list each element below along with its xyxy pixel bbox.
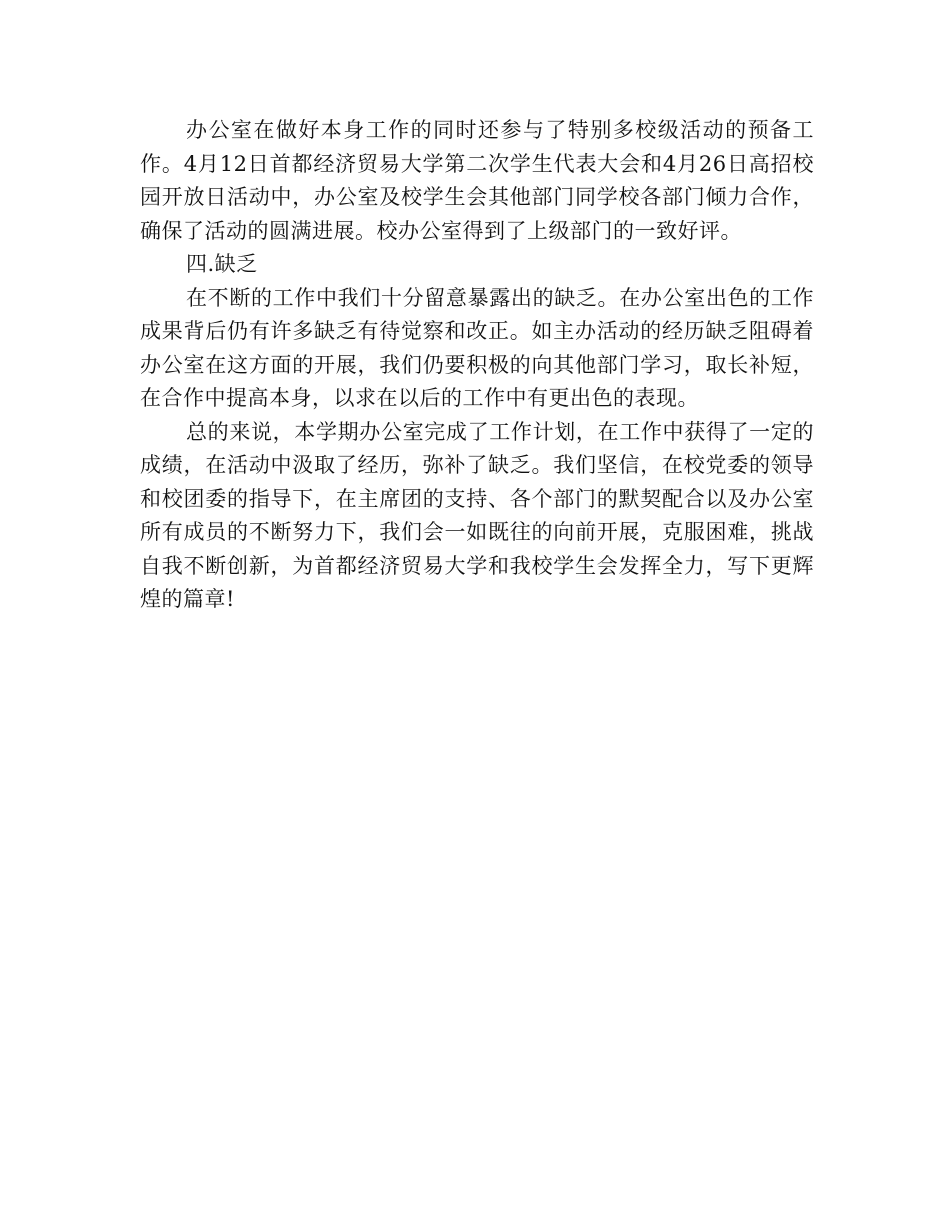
paragraph-conclusion: 总的来说，本学期办公室完成了工作计划，在工作中获得了一定的成绩，在活动中汲取了经历，弥补了缺乏。我们坚信，在校党委的领导和校团委的指导下，在主席团的支持、各个部门的默契配合以及办公室所有成员的不断努力下，我们会一如既往的向前开展，克服困难，挑战自我不断创新，为首都经济贸易大学和我校学生会发挥全力，写下更辉煌的篇章! (140, 419, 814, 611)
paragraph-activities: 办公室在做好本身工作的同时还参与了特别多校级活动的预备工作。4月12日首都经济贸易大学第二次学生代表大会和4月26日高招校园开放日活动中，办公室及校学生会其他部门同学校各部门倾力合作，确保了活动的圆满进展。校办公室得到了上级部门的一致好评。 (140, 118, 814, 243)
document-body (140, 114, 814, 617)
section-heading-shortcomings: 四.缺乏 (186, 252, 258, 276)
paragraph-shortcomings: 在不断的工作中我们十分留意暴露出的缺乏。在办公室出色的工作成果背后仍有许多缺乏有待觉察和改正。如主办活动的经历缺乏阻碍着办公室在这方面的开展，我们仍要积极的向其他部门学习，取长补短，在合作中提高本身，以求在以后的工作中有更出色的表现。 (140, 285, 814, 410)
